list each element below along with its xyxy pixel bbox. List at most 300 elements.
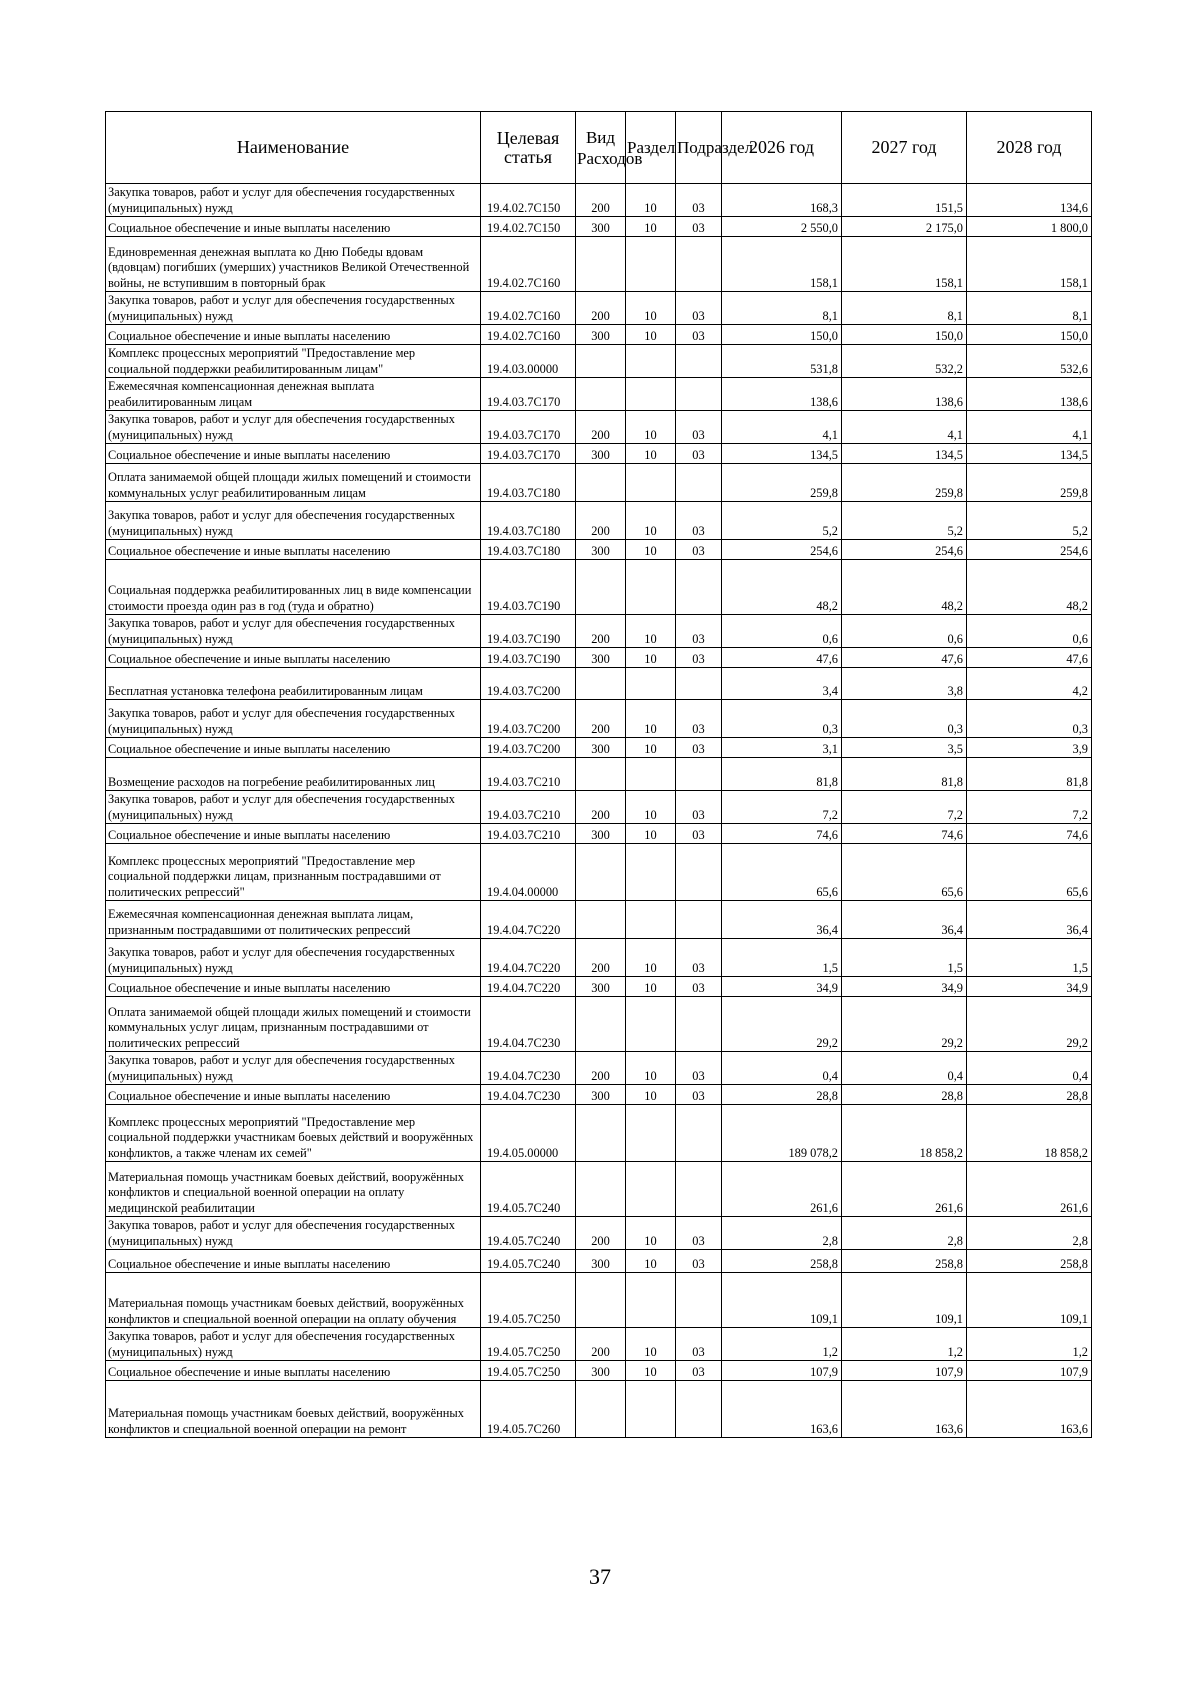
cell-2028: 134,6 <box>967 184 1092 217</box>
cell-2026: 7,2 <box>722 791 842 824</box>
cell-2028: 2,8 <box>967 1217 1092 1250</box>
cell-target-article: 19.4.05.7С250 <box>481 1328 576 1361</box>
cell-target-article: 19.4.03.7С190 <box>481 560 576 615</box>
table-row <box>106 502 1092 540</box>
table-row <box>106 901 1092 939</box>
cell-2028: 1,5 <box>967 939 1092 977</box>
cell-expense-type <box>576 1381 626 1438</box>
cell-subsection: 03 <box>676 325 722 345</box>
cell-2026: 3,1 <box>722 738 842 758</box>
cell-target-article: 19.4.05.7С260 <box>481 1381 576 1438</box>
cell-name: Оплата занимаемой общей площади жилых помещений и стоимости коммунальных услуг реабилитированным лицам <box>106 464 481 502</box>
cell-subsection: 03 <box>676 411 722 444</box>
cell-expense-type <box>576 1273 626 1328</box>
table-body <box>106 184 1092 1438</box>
cell-2028: 29,2 <box>967 997 1092 1052</box>
cell-section <box>626 1105 676 1162</box>
cell-expense-type <box>576 345 626 378</box>
table-row <box>106 345 1092 378</box>
cell-2027: 3,5 <box>842 738 967 758</box>
cell-name: Закупка товаров, работ и услуг для обеспечения государственных (муниципальных) нужд <box>106 502 481 540</box>
cell-subsection: 03 <box>676 738 722 758</box>
table-row <box>106 1105 1092 1162</box>
cell-name: Ежемесячная компенсационная денежная выплата реабилитированным лицам <box>106 378 481 411</box>
table-row <box>106 325 1092 345</box>
cell-subsection <box>676 844 722 901</box>
cell-2027: 261,6 <box>842 1162 967 1217</box>
cell-target-article: 19.4.03.7С200 <box>481 738 576 758</box>
cell-2026: 29,2 <box>722 997 842 1052</box>
cell-expense-type <box>576 237 626 292</box>
cell-target-article: 19.4.03.7С200 <box>481 700 576 738</box>
cell-2027: 254,6 <box>842 540 967 560</box>
cell-expense-type: 300 <box>576 325 626 345</box>
table-row <box>106 1250 1092 1273</box>
cell-name: Социальное обеспечение и иные выплаты населению <box>106 824 481 844</box>
cell-2026: 81,8 <box>722 758 842 791</box>
cell-expense-type: 300 <box>576 1250 626 1273</box>
cell-name: Комплекс процессных мероприятий "Предоставление мер социальной поддержки участникам боевых действий и вооружённых конфликтов, а также членам их семей" <box>106 1105 481 1162</box>
cell-name: Закупка товаров, работ и услуг для обеспечения государственных (муниципальных) нужд <box>106 791 481 824</box>
cell-subsection: 03 <box>676 444 722 464</box>
cell-section <box>626 1162 676 1217</box>
cell-section: 10 <box>626 502 676 540</box>
cell-section: 10 <box>626 939 676 977</box>
cell-2026: 189 078,2 <box>722 1105 842 1162</box>
table-row <box>106 844 1092 901</box>
cell-2026: 5,2 <box>722 502 842 540</box>
cell-name: Закупка товаров, работ и услуг для обеспечения государственных (муниципальных) нужд <box>106 184 481 217</box>
cell-target-article: 19.4.02.7С160 <box>481 292 576 325</box>
cell-2028: 158,1 <box>967 237 1092 292</box>
cell-2027: 65,6 <box>842 844 967 901</box>
cell-2028: 254,6 <box>967 540 1092 560</box>
cell-2026: 65,6 <box>722 844 842 901</box>
cell-2027: 48,2 <box>842 560 967 615</box>
cell-target-article: 19.4.05.00000 <box>481 1105 576 1162</box>
cell-subsection <box>676 237 722 292</box>
cell-subsection: 03 <box>676 648 722 668</box>
cell-2026: 48,2 <box>722 560 842 615</box>
cell-2026: 258,8 <box>722 1250 842 1273</box>
cell-2028: 3,9 <box>967 738 1092 758</box>
cell-name: Социальное обеспечение и иные выплаты населению <box>106 738 481 758</box>
cell-target-article: 19.4.05.7С240 <box>481 1162 576 1217</box>
cell-name: Социальная поддержка реабилитированных лиц в виде компенсации стоимости проезда один раз в год (туда и обратно) <box>106 560 481 615</box>
table-row <box>106 758 1092 791</box>
cell-target-article: 19.4.03.00000 <box>481 345 576 378</box>
cell-2027: 109,1 <box>842 1273 967 1328</box>
cell-section <box>626 560 676 615</box>
cell-2026: 0,3 <box>722 700 842 738</box>
table-row <box>106 217 1092 237</box>
cell-2026: 34,9 <box>722 977 842 997</box>
cell-expense-type: 200 <box>576 1052 626 1085</box>
cell-section <box>626 1381 676 1438</box>
cell-2026: 4,1 <box>722 411 842 444</box>
cell-subsection <box>676 668 722 700</box>
cell-target-article: 19.4.04.00000 <box>481 844 576 901</box>
table-row <box>106 1381 1092 1438</box>
cell-2026: 1,2 <box>722 1328 842 1361</box>
cell-section <box>626 997 676 1052</box>
cell-subsection: 03 <box>676 1328 722 1361</box>
cell-2026: 168,3 <box>722 184 842 217</box>
table-row <box>106 738 1092 758</box>
cell-target-article: 19.4.04.7С230 <box>481 1052 576 1085</box>
cell-2026: 138,6 <box>722 378 842 411</box>
table-row <box>106 997 1092 1052</box>
cell-section: 10 <box>626 1361 676 1381</box>
cell-2028: 134,5 <box>967 444 1092 464</box>
cell-target-article: 19.4.05.7С240 <box>481 1217 576 1250</box>
cell-name: Социальное обеспечение и иные выплаты населению <box>106 1361 481 1381</box>
cell-section <box>626 345 676 378</box>
table-row <box>106 464 1092 502</box>
cell-2027: 163,6 <box>842 1381 967 1438</box>
cell-2028: 0,6 <box>967 615 1092 648</box>
cell-name: Закупка товаров, работ и услуг для обеспечения государственных (муниципальных) нужд <box>106 292 481 325</box>
cell-name: Комплекс процессных мероприятий "Предоставление мер социальной поддержки реабилитированным лицам" <box>106 345 481 378</box>
cell-2028: 65,6 <box>967 844 1092 901</box>
cell-section <box>626 1273 676 1328</box>
cell-name: Ежемесячная компенсационная денежная выплата лицам, признанным пострадавшими от политических репрессий <box>106 901 481 939</box>
table-row <box>106 1162 1092 1217</box>
cell-2026: 158,1 <box>722 237 842 292</box>
cell-target-article: 19.4.02.7С150 <box>481 217 576 237</box>
cell-subsection <box>676 378 722 411</box>
cell-name: Закупка товаров, работ и услуг для обеспечения государственных (муниципальных) нужд <box>106 411 481 444</box>
cell-section <box>626 464 676 502</box>
cell-expense-type <box>576 378 626 411</box>
cell-2027: 36,4 <box>842 901 967 939</box>
cell-2028: 74,6 <box>967 824 1092 844</box>
cell-subsection: 03 <box>676 939 722 977</box>
cell-2028: 532,6 <box>967 345 1092 378</box>
cell-name: Социальное обеспечение и иные выплаты населению <box>106 977 481 997</box>
cell-2028: 7,2 <box>967 791 1092 824</box>
cell-section: 10 <box>626 1328 676 1361</box>
table-row <box>106 411 1092 444</box>
cell-section <box>626 758 676 791</box>
cell-name: Закупка товаров, работ и услуг для обеспечения государственных (муниципальных) нужд <box>106 939 481 977</box>
cell-target-article: 19.4.03.7С180 <box>481 540 576 560</box>
cell-target-article: 19.4.03.7С170 <box>481 378 576 411</box>
cell-name: Бесплатная установка телефона реабилитированным лицам <box>106 668 481 700</box>
cell-expense-type: 200 <box>576 615 626 648</box>
cell-expense-type <box>576 668 626 700</box>
table-row <box>106 560 1092 615</box>
cell-subsection: 03 <box>676 1250 722 1273</box>
cell-section: 10 <box>626 1052 676 1085</box>
cell-name: Закупка товаров, работ и услуг для обеспечения государственных (муниципальных) нужд <box>106 1052 481 1085</box>
cell-2028: 107,9 <box>967 1361 1092 1381</box>
cell-name: Социальное обеспечение и иные выплаты населению <box>106 1250 481 1273</box>
cell-2027: 34,9 <box>842 977 967 997</box>
table-row <box>106 615 1092 648</box>
header-target-article: Целевая статья <box>481 112 576 184</box>
cell-section: 10 <box>626 184 676 217</box>
cell-2027: 18 858,2 <box>842 1105 967 1162</box>
table-row <box>106 237 1092 292</box>
cell-2028: 4,2 <box>967 668 1092 700</box>
cell-2027: 47,6 <box>842 648 967 668</box>
cell-name: Социальное обеспечение и иные выплаты населению <box>106 217 481 237</box>
cell-subsection <box>676 1381 722 1438</box>
cell-target-article: 19.4.03.7С170 <box>481 444 576 464</box>
cell-2027: 0,4 <box>842 1052 967 1085</box>
table-row <box>106 1361 1092 1381</box>
header-name: Наименование <box>106 112 481 184</box>
cell-2026: 0,6 <box>722 615 842 648</box>
table-row <box>106 444 1092 464</box>
cell-target-article: 19.4.02.7С160 <box>481 237 576 292</box>
cell-2026: 150,0 <box>722 325 842 345</box>
cell-expense-type: 200 <box>576 1328 626 1361</box>
cell-section: 10 <box>626 615 676 648</box>
cell-expense-type: 300 <box>576 648 626 668</box>
cell-2027: 107,9 <box>842 1361 967 1381</box>
cell-2028: 34,9 <box>967 977 1092 997</box>
cell-name: Социальное обеспечение и иные выплаты населению <box>106 325 481 345</box>
cell-name: Комплекс процессных мероприятий "Предоставление мер социальной поддержки лицам, признанным пострадавшими от политических репрессий" <box>106 844 481 901</box>
cell-target-article: 19.4.02.7С150 <box>481 184 576 217</box>
cell-name: Единовременная денежная выплата ко Дню Победы вдовам (вдовцам) погибших (умерших) участников Великой Отечественной войны, не вступившим в повторный брак <box>106 237 481 292</box>
cell-target-article: 19.4.05.7С250 <box>481 1361 576 1381</box>
table-row <box>106 939 1092 977</box>
cell-expense-type: 300 <box>576 824 626 844</box>
cell-target-article: 19.4.04.7С230 <box>481 1085 576 1105</box>
cell-2027: 74,6 <box>842 824 967 844</box>
cell-2027: 2 175,0 <box>842 217 967 237</box>
cell-subsection: 03 <box>676 1052 722 1085</box>
cell-target-article: 19.4.03.7С210 <box>481 791 576 824</box>
cell-section: 10 <box>626 292 676 325</box>
cell-2026: 259,8 <box>722 464 842 502</box>
cell-expense-type: 200 <box>576 411 626 444</box>
cell-target-article: 19.4.04.7С220 <box>481 901 576 939</box>
cell-section: 10 <box>626 411 676 444</box>
cell-2028: 261,6 <box>967 1162 1092 1217</box>
cell-target-article: 19.4.04.7С230 <box>481 997 576 1052</box>
cell-expense-type <box>576 560 626 615</box>
cell-target-article: 19.4.03.7С200 <box>481 668 576 700</box>
cell-2026: 47,6 <box>722 648 842 668</box>
cell-2028: 0,3 <box>967 700 1092 738</box>
cell-2026: 28,8 <box>722 1085 842 1105</box>
cell-target-article: 19.4.03.7С190 <box>481 615 576 648</box>
cell-2027: 28,8 <box>842 1085 967 1105</box>
cell-2026: 1,5 <box>722 939 842 977</box>
cell-expense-type: 300 <box>576 444 626 464</box>
cell-2027: 1,5 <box>842 939 967 977</box>
table-row <box>106 977 1092 997</box>
cell-section: 10 <box>626 824 676 844</box>
cell-subsection <box>676 901 722 939</box>
cell-name: Социальное обеспечение и иные выплаты населению <box>106 648 481 668</box>
cell-2026: 107,9 <box>722 1361 842 1381</box>
table-row <box>106 700 1092 738</box>
cell-2026: 36,4 <box>722 901 842 939</box>
cell-target-article: 19.4.03.7С180 <box>481 502 576 540</box>
cell-subsection: 03 <box>676 700 722 738</box>
header-expense-type: Вид Расходов <box>576 112 626 184</box>
cell-expense-type: 300 <box>576 1361 626 1381</box>
cell-2028: 81,8 <box>967 758 1092 791</box>
table-row <box>106 1052 1092 1085</box>
cell-subsection: 03 <box>676 540 722 560</box>
cell-expense-type: 200 <box>576 700 626 738</box>
cell-name: Социальное обеспечение и иные выплаты населению <box>106 540 481 560</box>
cell-subsection: 03 <box>676 184 722 217</box>
cell-section: 10 <box>626 977 676 997</box>
cell-target-article: 19.4.03.7С190 <box>481 648 576 668</box>
cell-target-article: 19.4.05.7С250 <box>481 1273 576 1328</box>
cell-target-article: 19.4.03.7С210 <box>481 758 576 791</box>
table-row <box>106 1328 1092 1361</box>
cell-name: Закупка товаров, работ и услуг для обеспечения государственных (муниципальных) нужд <box>106 1217 481 1250</box>
table-row <box>106 791 1092 824</box>
cell-2027: 3,8 <box>842 668 967 700</box>
cell-subsection <box>676 1162 722 1217</box>
cell-section: 10 <box>626 540 676 560</box>
cell-subsection: 03 <box>676 502 722 540</box>
cell-2028: 1,2 <box>967 1328 1092 1361</box>
cell-subsection <box>676 560 722 615</box>
cell-subsection <box>676 464 722 502</box>
cell-expense-type: 200 <box>576 791 626 824</box>
cell-2027: 7,2 <box>842 791 967 824</box>
cell-expense-type: 300 <box>576 977 626 997</box>
cell-2026: 3,4 <box>722 668 842 700</box>
cell-name: Закупка товаров, работ и услуг для обеспечения государственных (муниципальных) нужд <box>106 700 481 738</box>
cell-subsection <box>676 1273 722 1328</box>
table-row <box>106 378 1092 411</box>
cell-expense-type <box>576 997 626 1052</box>
cell-subsection <box>676 345 722 378</box>
cell-name: Закупка товаров, работ и услуг для обеспечения государственных (муниципальных) нужд <box>106 1328 481 1361</box>
cell-expense-type <box>576 1105 626 1162</box>
cell-2028: 258,8 <box>967 1250 1092 1273</box>
cell-name: Социальное обеспечение и иные выплаты населению <box>106 444 481 464</box>
cell-section: 10 <box>626 1250 676 1273</box>
cell-subsection: 03 <box>676 615 722 648</box>
cell-subsection: 03 <box>676 1361 722 1381</box>
cell-expense-type <box>576 464 626 502</box>
cell-expense-type <box>576 758 626 791</box>
cell-expense-type <box>576 844 626 901</box>
cell-target-article: 19.4.03.7С180 <box>481 464 576 502</box>
cell-subsection: 03 <box>676 824 722 844</box>
cell-expense-type: 200 <box>576 502 626 540</box>
cell-subsection: 03 <box>676 977 722 997</box>
cell-subsection: 03 <box>676 292 722 325</box>
cell-2028: 8,1 <box>967 292 1092 325</box>
cell-target-article: 19.4.04.7С220 <box>481 977 576 997</box>
cell-2027: 0,6 <box>842 615 967 648</box>
cell-2026: 109,1 <box>722 1273 842 1328</box>
cell-section: 10 <box>626 444 676 464</box>
cell-name: Материальная помощь участникам боевых действий, вооружённых конфликтов и специальной военной операции на оплату обучения <box>106 1273 481 1328</box>
budget-table <box>105 111 1092 1438</box>
header-2028: 2028 год <box>967 112 1092 184</box>
cell-2027: 158,1 <box>842 237 967 292</box>
cell-2027: 532,2 <box>842 345 967 378</box>
cell-subsection: 03 <box>676 791 722 824</box>
page-number: 37 <box>589 1564 611 1589</box>
cell-2026: 8,1 <box>722 292 842 325</box>
cell-section <box>626 237 676 292</box>
cell-section: 10 <box>626 738 676 758</box>
cell-section: 10 <box>626 1217 676 1250</box>
cell-section: 10 <box>626 325 676 345</box>
cell-subsection <box>676 997 722 1052</box>
cell-name: Оплата занимаемой общей площади жилых помещений и стоимости коммунальных услуг лицам, признанным пострадавшими от политических репрессий <box>106 997 481 1052</box>
cell-name: Материальная помощь участникам боевых действий, вооружённых конфликтов и специальной военной операции на ремонт <box>106 1381 481 1438</box>
cell-2028: 36,4 <box>967 901 1092 939</box>
cell-2027: 134,5 <box>842 444 967 464</box>
cell-expense-type <box>576 901 626 939</box>
cell-2027: 0,3 <box>842 700 967 738</box>
cell-2028: 259,8 <box>967 464 1092 502</box>
cell-section <box>626 844 676 901</box>
table-row <box>106 1273 1092 1328</box>
table-row <box>106 668 1092 700</box>
header-2026: 2026 год <box>722 112 842 184</box>
table-header-row <box>106 112 1092 184</box>
cell-2027: 2,8 <box>842 1217 967 1250</box>
table-row <box>106 1085 1092 1105</box>
cell-2026: 531,8 <box>722 345 842 378</box>
cell-2027: 138,6 <box>842 378 967 411</box>
cell-2027: 5,2 <box>842 502 967 540</box>
cell-2026: 74,6 <box>722 824 842 844</box>
cell-2027: 4,1 <box>842 411 967 444</box>
cell-expense-type: 300 <box>576 217 626 237</box>
cell-section <box>626 668 676 700</box>
cell-2027: 150,0 <box>842 325 967 345</box>
cell-2028: 0,4 <box>967 1052 1092 1085</box>
cell-2026: 134,5 <box>722 444 842 464</box>
cell-target-article: 19.4.05.7С240 <box>481 1250 576 1273</box>
cell-2026: 2 550,0 <box>722 217 842 237</box>
cell-2026: 2,8 <box>722 1217 842 1250</box>
cell-2028: 47,6 <box>967 648 1092 668</box>
cell-2028: 4,1 <box>967 411 1092 444</box>
cell-section: 10 <box>626 217 676 237</box>
cell-expense-type: 300 <box>576 540 626 560</box>
table-row <box>106 292 1092 325</box>
cell-2027: 81,8 <box>842 758 967 791</box>
header-subsection: Подраздел <box>676 112 722 184</box>
cell-2028: 1 800,0 <box>967 217 1092 237</box>
table-row <box>106 184 1092 217</box>
header-section: Раздел <box>626 112 676 184</box>
cell-expense-type: 200 <box>576 939 626 977</box>
cell-2027: 258,8 <box>842 1250 967 1273</box>
cell-target-article: 19.4.04.7С220 <box>481 939 576 977</box>
cell-2028: 28,8 <box>967 1085 1092 1105</box>
cell-2028: 109,1 <box>967 1273 1092 1328</box>
cell-expense-type: 200 <box>576 184 626 217</box>
cell-2027: 259,8 <box>842 464 967 502</box>
cell-section <box>626 901 676 939</box>
cell-2028: 150,0 <box>967 325 1092 345</box>
cell-2027: 1,2 <box>842 1328 967 1361</box>
cell-2028: 138,6 <box>967 378 1092 411</box>
cell-2028: 18 858,2 <box>967 1105 1092 1162</box>
table-row <box>106 648 1092 668</box>
